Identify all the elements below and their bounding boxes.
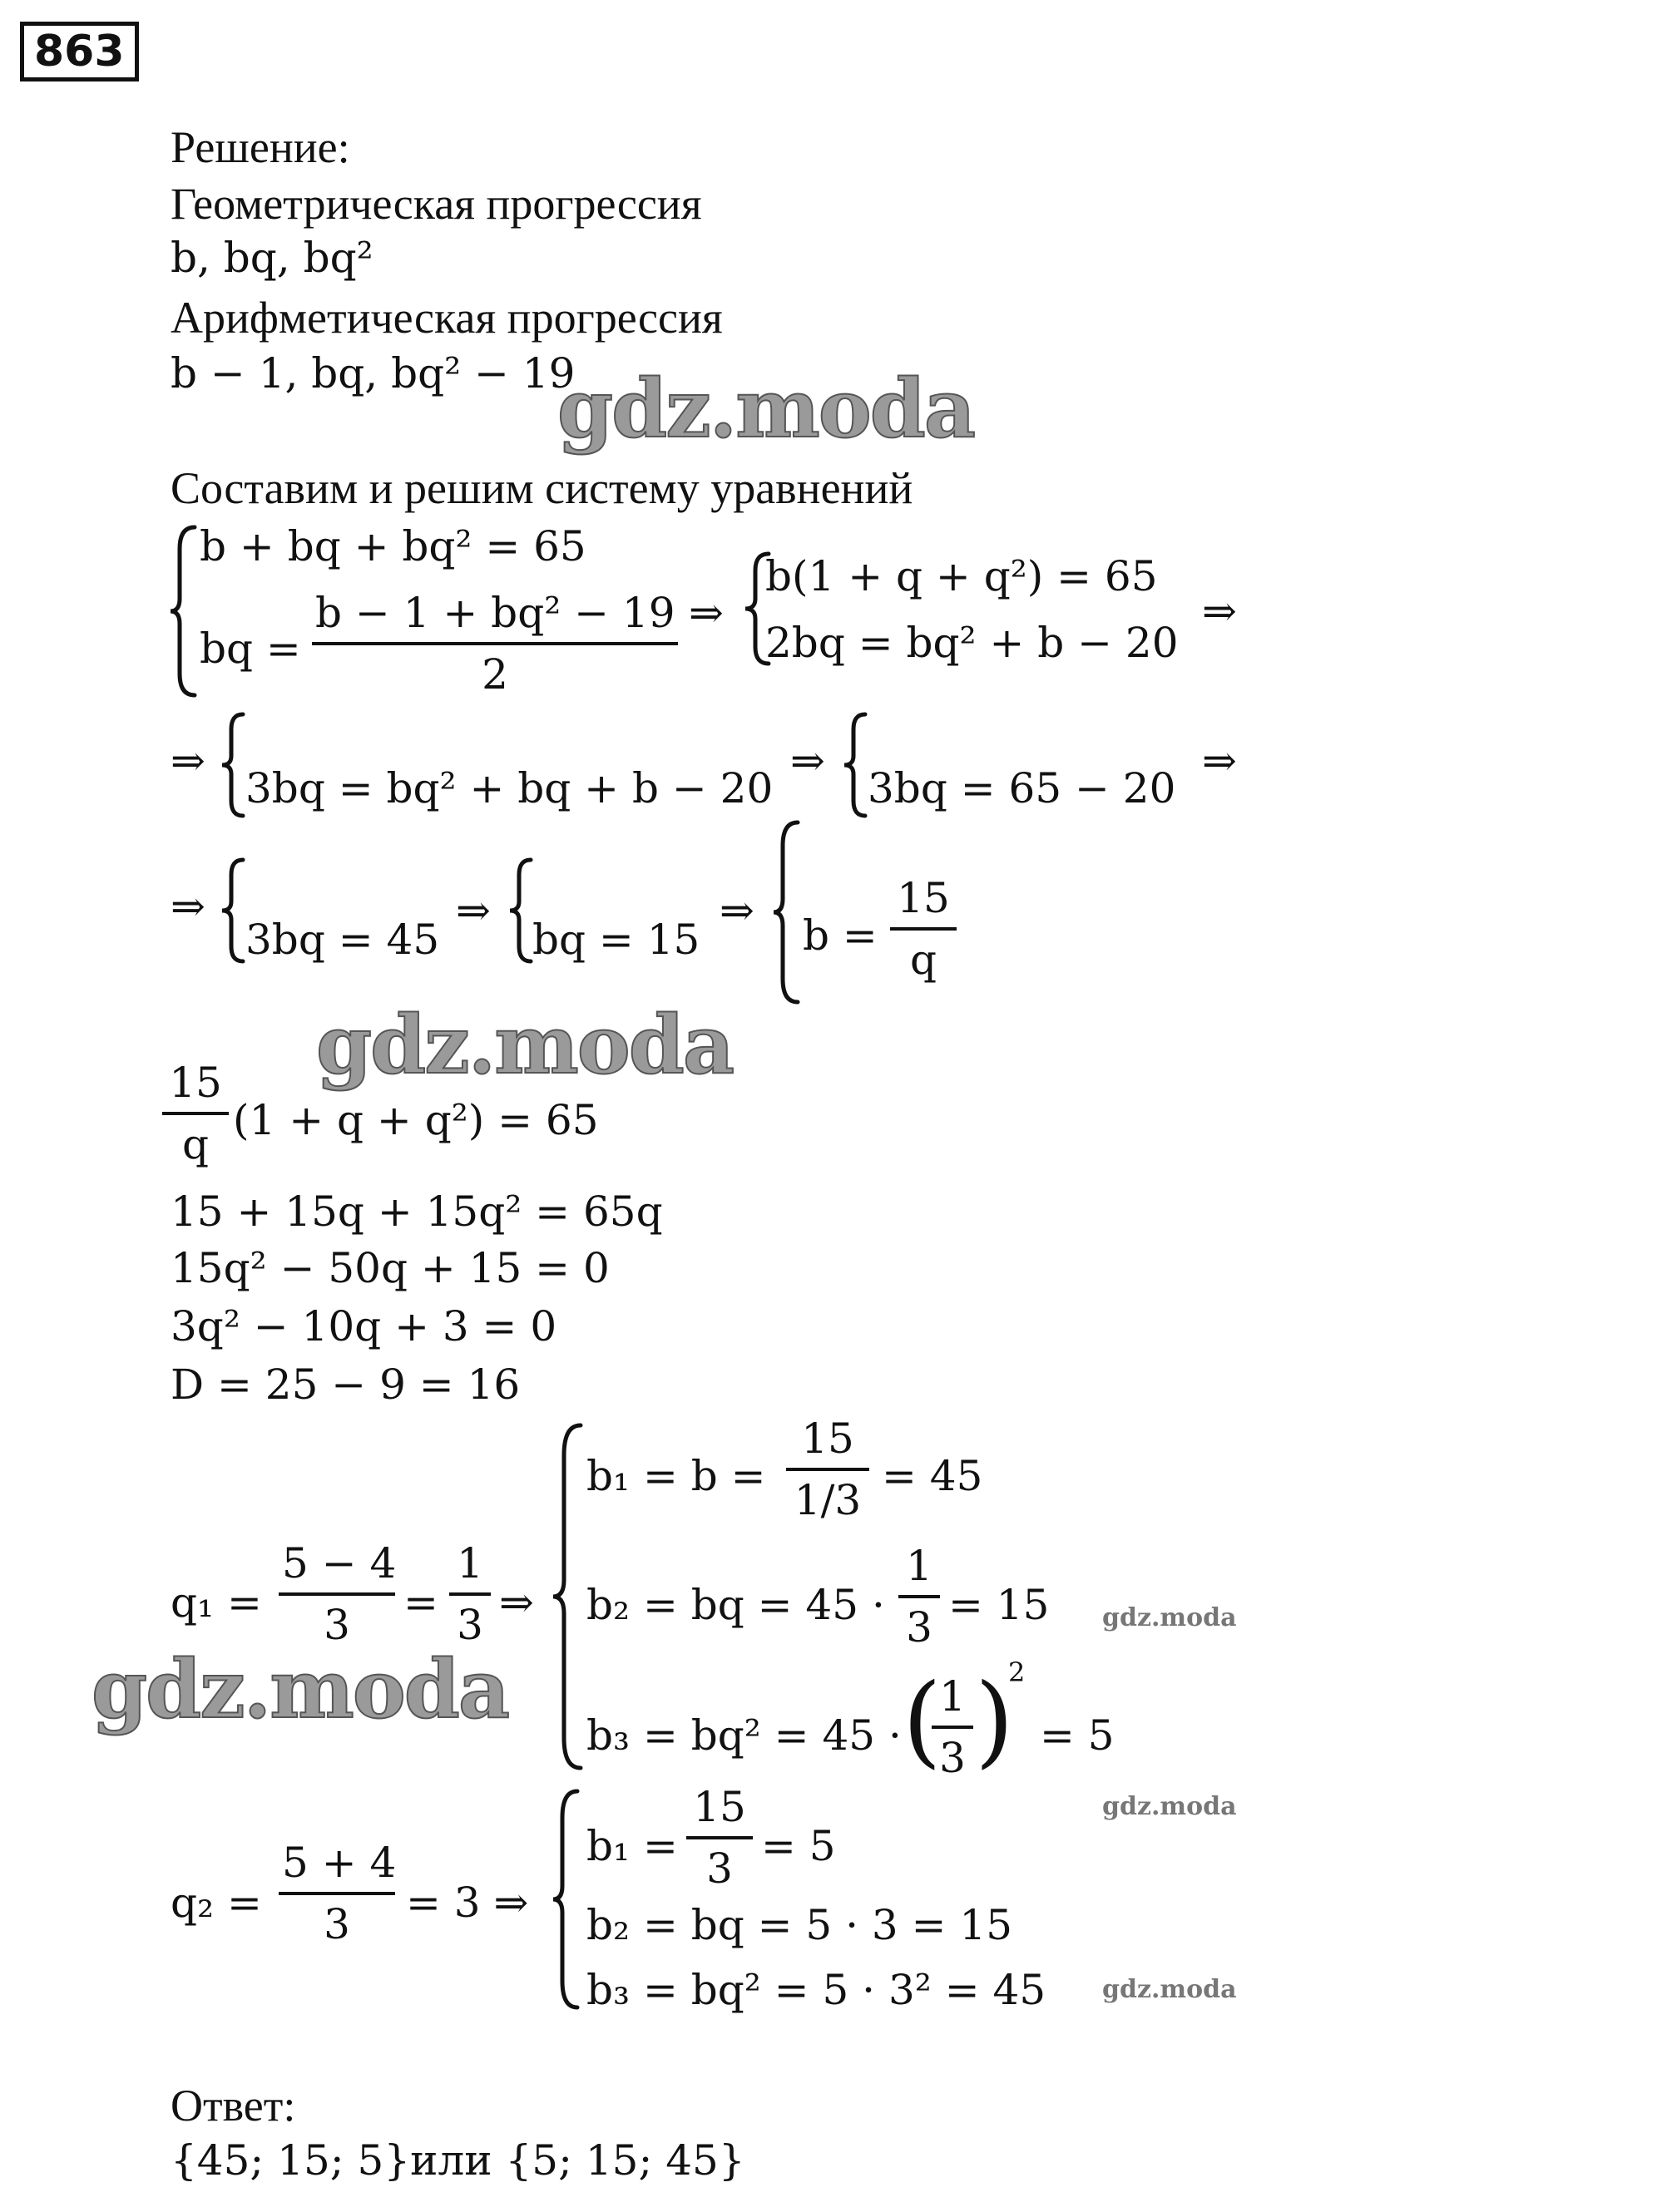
implies-arrow: ⇒	[171, 737, 205, 785]
b1-first-fraction: $\frac{15}{1/3}$	[786, 1418, 869, 1521]
system3-eq: 3bq = bq² + bq + b − 20	[245, 764, 774, 812]
b1-second-fraction: $\frac{15}{3}$	[686, 1786, 753, 1889]
system7-fraction: $\frac{15}{q}$	[890, 877, 957, 980]
q1-equals: =	[403, 1578, 438, 1627]
b3-second: b₃ = bq² = 5 · 3² = 45	[586, 1966, 1046, 2014]
heading-solution: Решение:	[171, 122, 350, 172]
brace-system-5	[218, 857, 248, 965]
system1-eq1: b + bq + bq² = 65	[200, 522, 586, 570]
implies-arrow: ⇒	[499, 1578, 534, 1627]
geometric-title: Геометрическая прогрессия	[171, 179, 702, 229]
watermark: gdz.moda	[557, 362, 975, 456]
q2-lhs: q₂ =	[171, 1879, 262, 1927]
implies-arrow: ⇒	[720, 886, 754, 935]
system1-fraction	[312, 589, 678, 699]
q2-rhs: = 3 ⇒	[406, 1879, 529, 1927]
answer-value: {45; 15; 5}или {5; 15; 45}	[171, 2136, 745, 2185]
system4-eq: 3bq = 65 − 20	[868, 764, 1176, 812]
b1-first-rhs: = 45	[882, 1452, 983, 1500]
implies-arrow: ⇒	[790, 737, 825, 785]
fraction-denominator: 2	[482, 650, 508, 699]
fraction-numerator: b − 1 + bq² − 19	[312, 592, 678, 645]
paren-close: )	[975, 1663, 1014, 1779]
brace-system-3	[218, 711, 248, 819]
implies-arrow: ⇒	[689, 589, 724, 637]
system-intro: Составим и решим систему уравнений	[171, 463, 913, 513]
system2-eq1: b(1 + q + q²) = 65	[765, 552, 1158, 600]
system5-eq: 3bq = 45	[245, 916, 440, 964]
system7-lhs: b =	[803, 911, 878, 960]
arith-sequence: b − 1, bq, bq² − 19	[171, 349, 576, 397]
arithmetic-title: Арифметическая прогрессия	[171, 293, 723, 343]
implies-arrow: ⇒	[456, 886, 491, 935]
watermark-small: gdz.moda	[1102, 1792, 1237, 1821]
brace-system-6	[506, 857, 536, 965]
b1-second-rhs: = 5	[761, 1822, 836, 1870]
b3-first-fraction: $\frac{1}{3}$	[932, 1676, 973, 1779]
system1-eq2-lhs: bq =	[200, 625, 301, 673]
brace-system-1	[166, 524, 200, 699]
equation-line-1: 15 + 15q + 15q² = 65q	[171, 1187, 663, 1236]
brace-q2-system	[549, 1788, 582, 2012]
q2-fraction: $\frac{5 + 4}{3}$	[279, 1842, 395, 1945]
implies-arrow: ⇒	[1202, 737, 1237, 785]
q1-fraction-result: $\frac{1}{3}$	[449, 1543, 491, 1646]
b2-first-rhs: = 15	[948, 1581, 1050, 1629]
brace-q1-system	[549, 1422, 586, 1771]
b1-second-lhs: b₁ =	[586, 1822, 678, 1870]
watermark-small: gdz.moda	[1102, 1603, 1237, 1632]
implies-arrow: ⇒	[171, 882, 205, 931]
q1-lhs: q₁ =	[171, 1578, 262, 1627]
substitution-rest: (1 + q + q²) = 65	[233, 1096, 599, 1144]
answer-label: Ответ:	[171, 2081, 296, 2131]
brace-system-4	[840, 711, 870, 819]
system2-eq2: 2bq = bq² + b − 20	[765, 619, 1179, 667]
discriminant-line: D = 25 − 9 = 16	[171, 1360, 521, 1409]
exponent: 2	[1008, 1657, 1026, 1688]
task-number-badge: 863	[20, 22, 139, 81]
q1-fraction: $\frac{5 - 4}{3}$	[279, 1543, 395, 1646]
b3-first-lhs: b₃ = bq² = 45 ·	[586, 1711, 902, 1760]
equation-line-2: 15q² − 50q + 15 = 0	[171, 1244, 610, 1292]
geo-sequence: b, bq, bq²	[171, 234, 373, 282]
watermark-small: gdz.moda	[1102, 1975, 1237, 2004]
equation-line-3: 3q² − 10q + 3 = 0	[171, 1302, 557, 1350]
system6-eq: bq = 15	[532, 916, 700, 964]
watermark: gdz.moda	[92, 1642, 509, 1736]
paren-open: (	[903, 1663, 942, 1779]
b1-first-lhs: b₁ = b =	[586, 1452, 766, 1500]
b3-first-rhs: = 5	[1040, 1711, 1115, 1760]
b2-first-fraction: $\frac{1}{3}$	[898, 1545, 940, 1648]
b2-first-lhs: b₂ = bq = 45 ·	[586, 1581, 885, 1629]
b2-second: b₂ = bq = 5 · 3 = 15	[586, 1901, 1013, 1949]
implies-arrow: ⇒	[1202, 587, 1237, 635]
brace-system-7	[769, 819, 803, 1006]
substitution-fraction: $\frac{15}{q}$	[162, 1062, 229, 1165]
watermark: gdz.moda	[316, 998, 734, 1092]
